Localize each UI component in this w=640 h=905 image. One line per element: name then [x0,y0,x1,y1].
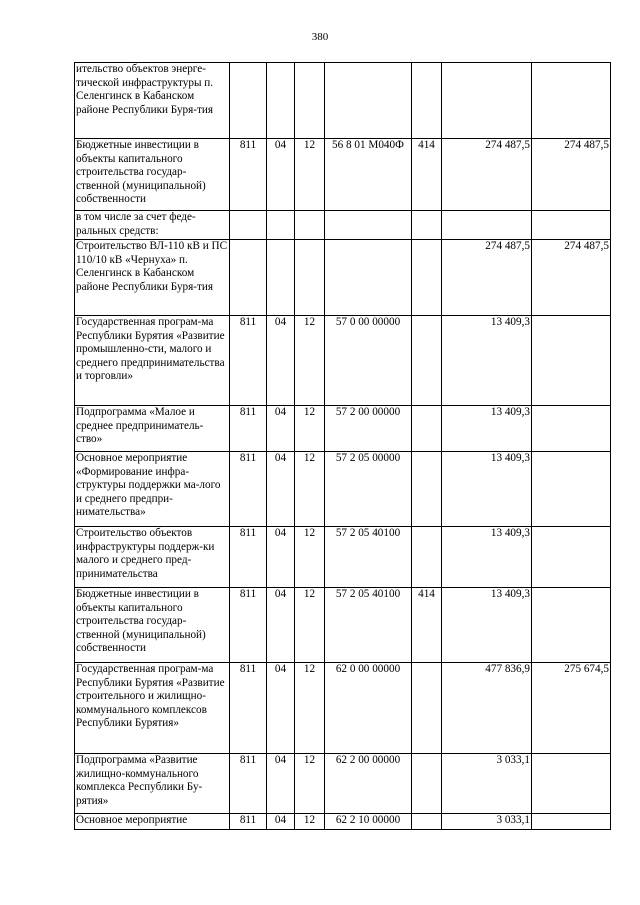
row-name-cell: Государственная програм-ма Республики Бурятия «Развитие строительного и жилищно-коммунального комплексов Республики Бурятия» [75,663,230,754]
pr-cell: 12 [295,139,325,211]
table-row [75,663,611,754]
sum1-cell: 3 033,1 [442,754,532,814]
pr-cell: 12 [295,527,325,588]
row-name-cell: Государственная програм-ма Республики Бурятия «Развитие промышленно-сти, малого и среднего предпринимательства и торговли» [75,316,230,406]
rz-cell: 04 [267,814,295,830]
rz-cell [267,211,295,240]
csr-cell: 57 2 00 00000 [325,406,412,452]
vr-cell [412,452,442,527]
page-number: 380 [311,31,329,43]
sum1-cell: 13 409,3 [442,316,532,406]
pr-cell: 12 [295,814,325,830]
vr-cell [412,754,442,814]
sum1-cell [442,63,532,139]
csr-cell: 57 2 05 00000 [325,452,412,527]
table-row [75,588,611,663]
sum1-cell: 3 033,1 [442,814,532,830]
sum2-cell: 274 487,5 [532,240,611,316]
sum2-cell [532,63,611,139]
pr-cell: 12 [295,754,325,814]
grbs-cell: 811 [230,588,267,663]
table-row [75,139,611,211]
row-name-cell: Строительство ВЛ-110 кВ и ПС 110/10 кВ «Чернуха» п. Селенгинск в Кабанском районе Республики Буря-тия [75,240,230,316]
table-row [75,814,611,830]
row-name-cell: Подпрограмма «Малое и среднее предприниматель-ство» [75,406,230,452]
row-name-cell: Основное мероприятие [75,814,230,830]
table-row [75,211,611,240]
row-name-cell: Подпрограмма «Развитие жилищно-коммунального комплекса Республики Бу-рятия» [75,754,230,814]
rz-cell: 04 [267,663,295,754]
pr-cell: 12 [295,452,325,527]
csr-cell: 62 2 10 00000 [325,814,412,830]
sum2-cell [532,814,611,830]
sum1-cell: 477 836,9 [442,663,532,754]
vr-cell [412,211,442,240]
csr-cell [325,63,412,139]
pr-cell: 12 [295,663,325,754]
rz-cell [267,63,295,139]
table-row [75,240,611,316]
table-row [75,406,611,452]
grbs-cell: 811 [230,754,267,814]
grbs-cell: 811 [230,139,267,211]
vr-cell: 414 [412,588,442,663]
sum1-cell: 13 409,3 [442,588,532,663]
grbs-cell [230,240,267,316]
pr-cell [295,240,325,316]
rz-cell: 04 [267,452,295,527]
table-row [75,452,611,527]
grbs-cell [230,63,267,139]
table-row [75,754,611,814]
sum2-cell [532,406,611,452]
pr-cell: 12 [295,406,325,452]
grbs-cell: 811 [230,452,267,527]
vr-cell [412,63,442,139]
grbs-cell: 811 [230,527,267,588]
csr-cell: 57 2 05 40100 [325,527,412,588]
row-name-cell: Строительство объектов инфраструктуры поддерж-ки малого и среднего пред-принимательства [75,527,230,588]
sum2-cell [532,452,611,527]
row-name-cell: ительство объектов энерге-тической инфраструктуры п. Селенгинск в Кабанском районе Республики Буря-тия [75,63,230,139]
vr-cell [412,814,442,830]
pr-cell [295,63,325,139]
csr-cell [325,240,412,316]
sum2-cell [532,316,611,406]
pr-cell: 12 [295,316,325,406]
rz-cell: 04 [267,527,295,588]
rz-cell: 04 [267,406,295,452]
sum1-cell: 274 487,5 [442,139,532,211]
grbs-cell: 811 [230,814,267,830]
csr-cell: 62 0 00 00000 [325,663,412,754]
sum1-cell: 274 487,5 [442,240,532,316]
pr-cell [295,211,325,240]
sum2-cell: 274 487,5 [532,139,611,211]
vr-cell [412,663,442,754]
sum2-cell: 275 674,5 [532,663,611,754]
vr-cell: 414 [412,139,442,211]
csr-cell: 62 2 00 00000 [325,754,412,814]
csr-cell: 57 0 00 00000 [325,316,412,406]
row-name-cell: Основное мероприятие «Формирование инфра-структуры поддержки ма-лого и среднего предпри-нимательства» [75,452,230,527]
sum1-cell [442,211,532,240]
table-row [75,527,611,588]
sum1-cell: 13 409,3 [442,406,532,452]
sum2-cell [532,754,611,814]
vr-cell [412,240,442,316]
sum2-cell [532,211,611,240]
rz-cell [267,240,295,316]
budget-table [74,62,611,830]
grbs-cell: 811 [230,316,267,406]
vr-cell [412,406,442,452]
sum1-cell: 13 409,3 [442,452,532,527]
csr-cell: 56 8 01 М040Ф [325,139,412,211]
row-name-cell: Бюджетные инвестиции в объекты капитального строительства государ-ственной (муниципальной) собственности [75,139,230,211]
rz-cell: 04 [267,316,295,406]
rz-cell: 04 [267,139,295,211]
grbs-cell [230,211,267,240]
csr-cell: 57 2 05 40100 [325,588,412,663]
row-name-cell: в том числе за счет феде-ральных средств: [75,211,230,240]
sum2-cell [532,588,611,663]
row-name-cell: Бюджетные инвестиции в объекты капитального строительства государ-ственной (муниципальной) собственности [75,588,230,663]
table-row [75,63,611,139]
vr-cell [412,316,442,406]
table-row [75,316,611,406]
pr-cell: 12 [295,588,325,663]
sum2-cell [532,527,611,588]
grbs-cell: 811 [230,663,267,754]
rz-cell: 04 [267,588,295,663]
rz-cell: 04 [267,754,295,814]
sum1-cell: 13 409,3 [442,527,532,588]
csr-cell [325,211,412,240]
vr-cell [412,527,442,588]
grbs-cell: 811 [230,406,267,452]
